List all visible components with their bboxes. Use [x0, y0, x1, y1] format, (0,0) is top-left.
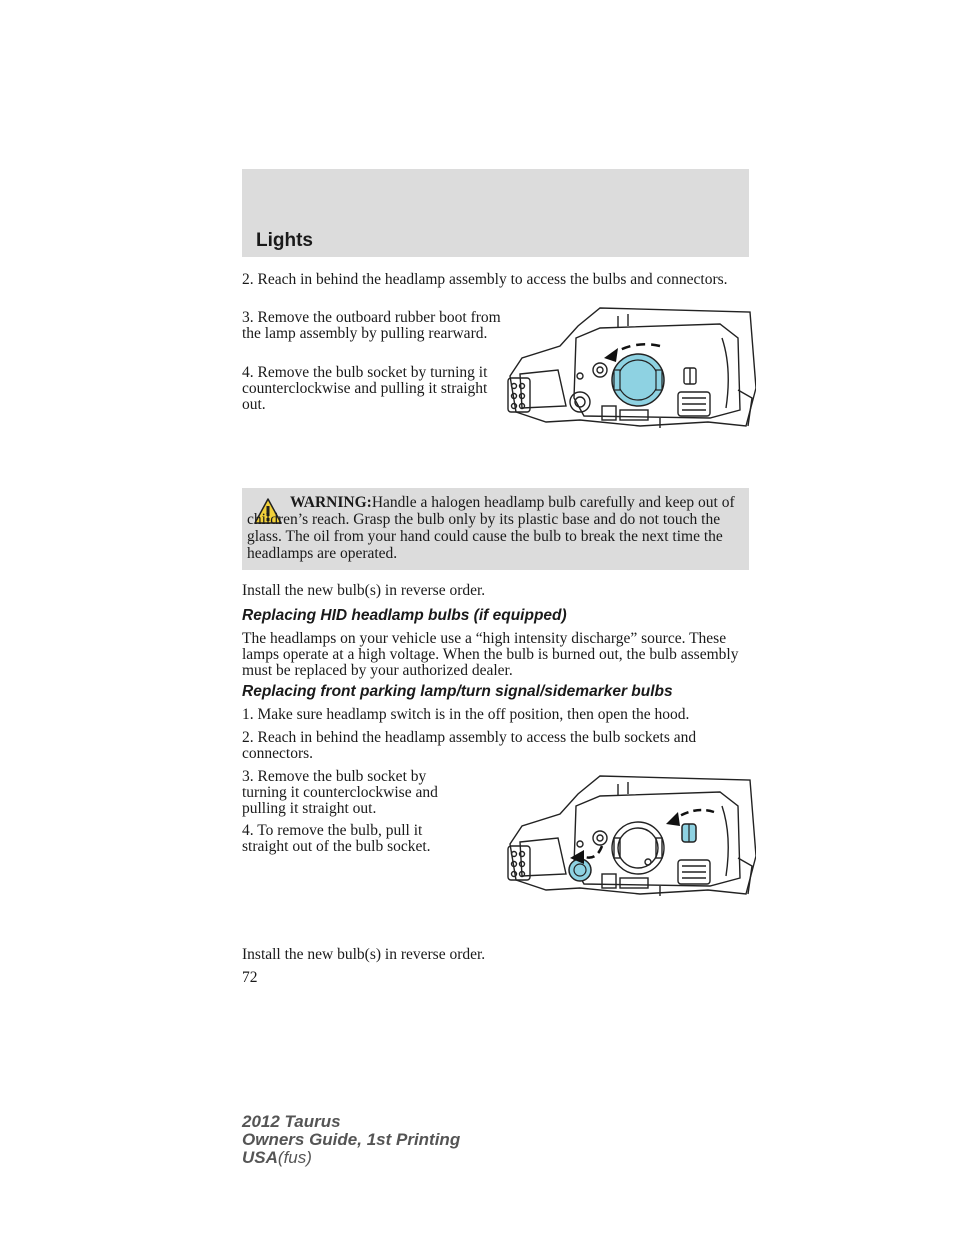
section-title: Lights [256, 230, 313, 251]
footer-code: (fus) [277, 1148, 312, 1167]
warning-label: WARNING: [290, 494, 372, 511]
hid-text: The headlamps on your vehicle use a “high intensity discharge” source. These lamps operate at a high voltage. When the bulb is burned out, the bulb assembly must be replaced by your authorized dealer. [242, 630, 739, 679]
step-3-text: 3. Remove the outboard rubber boot from the lamp assembly by pulling rearward. [242, 309, 501, 342]
headlamp-assembly-figure-1 [500, 298, 756, 438]
parking-step-2-text: 2. Reach in behind the headlamp assembly to access the bulb sockets and connectors. [242, 729, 697, 762]
footer-print-info [242, 1113, 460, 1167]
footer-line-3 [242, 1149, 460, 1167]
step-4-text: 4. Remove the bulb socket by turning it counterclockwise and pulling it straight out. [242, 364, 488, 413]
warning-paragraph [247, 494, 747, 562]
parking-heading: Replacing front parking lamp/turn signal/sidemarker bulbs [242, 683, 673, 700]
headlamp-assembly-figure-2 [500, 766, 756, 906]
install-text-1: Install the new bulb(s) in reverse order. [242, 582, 486, 599]
parking-step-3-text: 3. Remove the bulb socket by turning it counterclockwise and pulling it straight out. [242, 768, 438, 817]
install-text-2: Install the new bulb(s) in reverse order. [242, 946, 486, 963]
hid-heading: Replacing HID headlamp bulbs (if equipped) [242, 607, 567, 624]
section-header-band [242, 169, 749, 257]
parking-step-1-text: 1. Make sure headlamp switch is in the off position, then open the hood. [242, 706, 690, 723]
warning-text: Handle a halogen headlamp bulb carefully and keep out of children’s reach. Grasp the bulb only by its plastic base and do not touch the glass. The oil from your hand could cause the bulb to break the next time the headlamps are operated. [247, 494, 735, 562]
footer-region: USA [242, 1148, 278, 1167]
footer-line-2: Owners Guide, 1st Printing [242, 1130, 461, 1149]
parking-step-4-text: 4. To remove the bulb, pull it straight out of the bulb socket. [242, 822, 431, 855]
warning-box [242, 488, 749, 570]
step-2-text: 2. Reach in behind the headlamp assembly to access the bulbs and connectors. [242, 271, 728, 288]
page-number: 72 [242, 969, 258, 986]
footer-line-1: 2012 Taurus [242, 1112, 341, 1131]
